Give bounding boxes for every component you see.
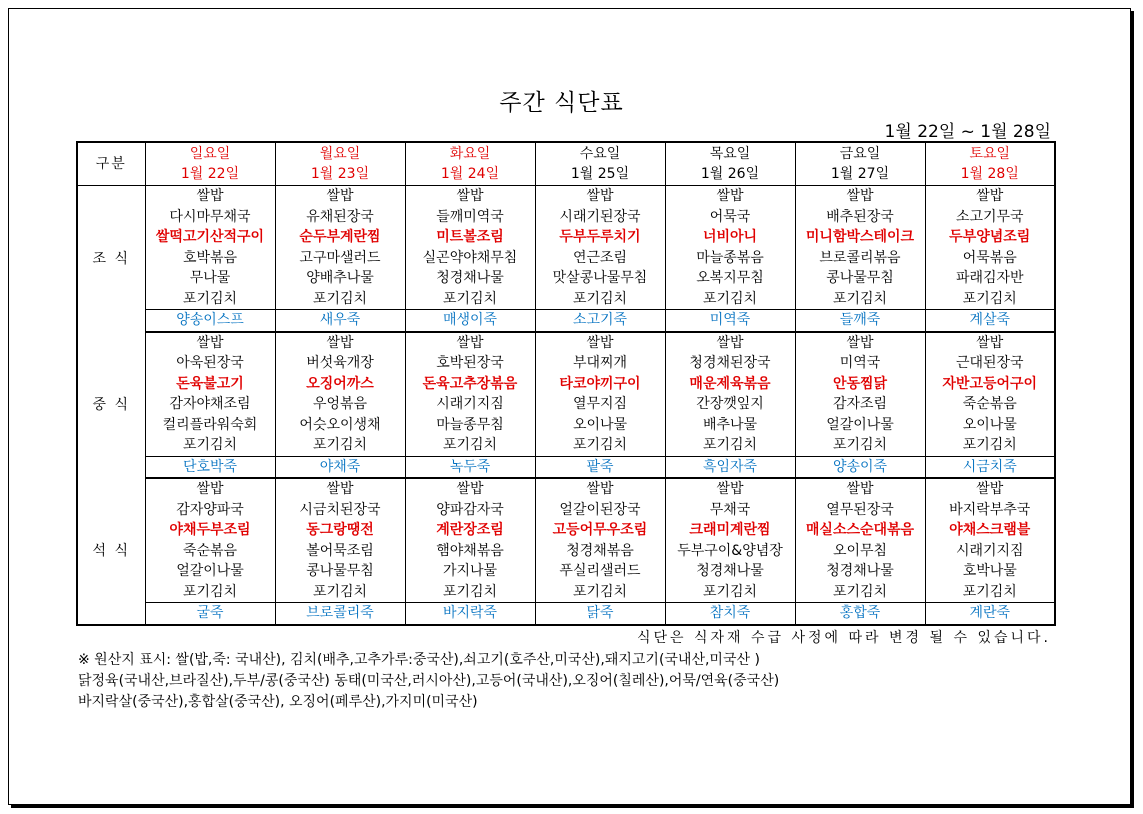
menu-item: 청경채나물 xyxy=(405,268,535,289)
menu-item: 미트볼조림 xyxy=(405,227,535,248)
menu-item: 포기김치 xyxy=(405,582,535,603)
origin-info xyxy=(78,650,779,713)
meal-row xyxy=(77,289,1055,310)
header-label: 구분 xyxy=(77,142,145,186)
menu-item: 햄야채볶음 xyxy=(405,541,535,562)
menu-item: 포기김치 xyxy=(535,289,665,310)
header-day-fri xyxy=(795,142,925,186)
meal-row xyxy=(77,207,1055,228)
menu-item: 감자조림 xyxy=(795,394,925,415)
menu-item: 맛살콩나물무침 xyxy=(535,268,665,289)
menu-item: 근대된장국 xyxy=(925,353,1055,374)
porridge-item: 계살죽 xyxy=(925,310,1055,332)
origin-line: ※ 원산지 표시: 쌀(밥,죽: 국내산), 김치(배추,고추가루:중국산),쇠고기(호주산,미국산),돼지고기(국내산,미국산 ) xyxy=(78,652,760,668)
menu-item: 볼어묵조림 xyxy=(275,541,405,562)
menu-item: 쌀밥 xyxy=(925,332,1055,354)
menu-item: 콩나물무침 xyxy=(275,561,405,582)
menu-item: 어묵볶음 xyxy=(925,248,1055,269)
meal-row xyxy=(77,374,1055,395)
menu-item: 배추된장국 xyxy=(795,207,925,228)
menu-item: 얼갈이된장국 xyxy=(535,500,665,521)
menu-item: 매실소스순대볶음 xyxy=(795,520,925,541)
meal-row xyxy=(77,415,1055,436)
day-name: 목요일 xyxy=(709,146,751,162)
porridge-item: 녹두죽 xyxy=(405,456,535,478)
porridge-item: 들깨죽 xyxy=(795,310,925,332)
menu-item: 바지락부추국 xyxy=(925,500,1055,521)
header-day-sun xyxy=(145,142,275,186)
menu-item: 실곤약야채무침 xyxy=(405,248,535,269)
meal-label: 중 식 xyxy=(77,332,145,479)
menu-item: 간장깻잎지 xyxy=(665,394,795,415)
menu-item: 쌀밥 xyxy=(665,478,795,500)
menu-item: 포기김치 xyxy=(145,435,275,456)
menu-item: 무채국 xyxy=(665,500,795,521)
menu-item: 포기김치 xyxy=(795,582,925,603)
menu-item: 순두부계란찜 xyxy=(275,227,405,248)
menu-item: 포기김치 xyxy=(925,289,1055,310)
menu-item: 포기김치 xyxy=(795,289,925,310)
meal-row xyxy=(77,332,1055,354)
meal-row xyxy=(77,582,1055,603)
porridge-item: 팥죽 xyxy=(535,456,665,478)
menu-item: 돈육고추장볶음 xyxy=(405,374,535,395)
menu-item: 동그랑땡전 xyxy=(275,520,405,541)
menu-item: 포기김치 xyxy=(535,582,665,603)
porridge-item: 양송이죽 xyxy=(795,456,925,478)
menu-item: 컬리플라워숙회 xyxy=(145,415,275,436)
day-date: 1월 26일 xyxy=(700,166,760,182)
menu-item: 어묵국 xyxy=(665,207,795,228)
menu-item: 브로콜리볶음 xyxy=(795,248,925,269)
menu-item: 자반고등어구이 xyxy=(925,374,1055,395)
menu-item: 호박된장국 xyxy=(405,353,535,374)
menu-item: 시래기지짐 xyxy=(925,541,1055,562)
menu-item: 쌀밥 xyxy=(795,332,925,354)
menu-item: 시래기된장국 xyxy=(535,207,665,228)
menu-item: 포기김치 xyxy=(275,582,405,603)
menu-item: 쌀밥 xyxy=(145,186,275,207)
menu-item: 쌀밥 xyxy=(665,332,795,354)
porridge-row xyxy=(77,603,1055,625)
menu-item: 쌀밥 xyxy=(405,186,535,207)
menu-item: 푸실리샐러드 xyxy=(535,561,665,582)
menu-item: 얼갈이나물 xyxy=(795,415,925,436)
menu-item: 매운제육볶음 xyxy=(665,374,795,395)
menu-item: 호박볶음 xyxy=(145,248,275,269)
menu-item: 유채된장국 xyxy=(275,207,405,228)
header-day-tue xyxy=(405,142,535,186)
menu-item: 쌀밥 xyxy=(535,478,665,500)
menu-item: 죽순볶음 xyxy=(145,541,275,562)
meal-label: 조 식 xyxy=(77,186,145,332)
menu-item: 쌀밥 xyxy=(405,332,535,354)
menu-item: 무나물 xyxy=(145,268,275,289)
menu-item: 마늘종볶음 xyxy=(665,248,795,269)
date-range: 1월 22일 ~ 1월 28일 xyxy=(884,122,1051,142)
menu-item: 포기김치 xyxy=(145,289,275,310)
day-date: 1월 22일 xyxy=(180,166,240,182)
porridge-item: 미역죽 xyxy=(665,310,795,332)
day-name: 월요일 xyxy=(319,146,361,162)
menu-item: 오복지무침 xyxy=(665,268,795,289)
menu-item: 쌀밥 xyxy=(795,478,925,500)
menu-item: 포기김치 xyxy=(665,289,795,310)
menu-item: 쌀밥 xyxy=(665,186,795,207)
porridge-item: 브로콜리죽 xyxy=(275,603,405,625)
menu-item: 어슷오이생채 xyxy=(275,415,405,436)
meal-row xyxy=(77,478,1055,500)
menu-item: 쌀밥 xyxy=(145,478,275,500)
menu-item: 청경채볶음 xyxy=(535,541,665,562)
porridge-row xyxy=(77,310,1055,332)
menu-item: 청경채된장국 xyxy=(665,353,795,374)
porridge-item: 양송이스프 xyxy=(145,310,275,332)
menu-item: 죽순볶음 xyxy=(925,394,1055,415)
menu-item: 쌀밥 xyxy=(275,186,405,207)
porridge-item: 바지락죽 xyxy=(405,603,535,625)
menu-item: 쌀밥 xyxy=(925,478,1055,500)
menu-item: 포기김치 xyxy=(275,289,405,310)
menu-item: 부대찌개 xyxy=(535,353,665,374)
menu-item: 양배추나물 xyxy=(275,268,405,289)
menu-item: 열무된장국 xyxy=(795,500,925,521)
menu-item: 포기김치 xyxy=(925,582,1055,603)
menu-item: 너비아니 xyxy=(665,227,795,248)
porridge-item: 계란죽 xyxy=(925,603,1055,625)
menu-item: 야채두부조림 xyxy=(145,520,275,541)
porridge-item: 홍합죽 xyxy=(795,603,925,625)
meal-label: 석 식 xyxy=(77,478,145,625)
menu-item: 청경채나물 xyxy=(795,561,925,582)
porridge-item: 새우죽 xyxy=(275,310,405,332)
menu-item: 크래미계란찜 xyxy=(665,520,795,541)
menu-item: 포기김치 xyxy=(275,435,405,456)
day-name: 일요일 xyxy=(189,146,231,162)
page-title: 주간 식단표 xyxy=(499,90,624,116)
meal-row xyxy=(77,227,1055,248)
menu-item: 포기김치 xyxy=(145,582,275,603)
menu-item: 파래김자반 xyxy=(925,268,1055,289)
porridge-item: 시금치죽 xyxy=(925,456,1055,478)
menu-item: 포기김치 xyxy=(665,582,795,603)
menu-table xyxy=(76,141,1056,626)
menu-item: 포기김치 xyxy=(665,435,795,456)
day-name: 수요일 xyxy=(579,146,621,162)
menu-item: 가지나물 xyxy=(405,561,535,582)
menu-item: 두부구이&양념장 xyxy=(665,541,795,562)
menu-item: 쌀밥 xyxy=(925,186,1055,207)
menu-item: 연근조림 xyxy=(535,248,665,269)
menu-item: 쌀밥 xyxy=(405,478,535,500)
menu-item: 아욱된장국 xyxy=(145,353,275,374)
meal-row xyxy=(77,520,1055,541)
day-name: 화요일 xyxy=(449,146,491,162)
menu-item: 오이나물 xyxy=(535,415,665,436)
meal-row xyxy=(77,353,1055,374)
meal-row xyxy=(77,394,1055,415)
menu-item: 다시마무채국 xyxy=(145,207,275,228)
menu-item: 안동찜닭 xyxy=(795,374,925,395)
meal-row xyxy=(77,248,1055,269)
menu-item: 쌀밥 xyxy=(795,186,925,207)
meal-row xyxy=(77,500,1055,521)
menu-item: 우엉볶음 xyxy=(275,394,405,415)
menu-item: 양파감자국 xyxy=(405,500,535,521)
porridge-item: 매생이죽 xyxy=(405,310,535,332)
menu-item: 쌀밥 xyxy=(145,332,275,354)
day-date: 1월 25일 xyxy=(570,166,630,182)
day-date: 1월 24일 xyxy=(440,166,500,182)
menu-item: 마늘종무침 xyxy=(405,415,535,436)
header-row xyxy=(77,142,1055,186)
menu-item: 시래기지짐 xyxy=(405,394,535,415)
porridge-item: 소고기죽 xyxy=(535,310,665,332)
menu-item: 청경채나물 xyxy=(665,561,795,582)
menu-item: 미니함박스테이크 xyxy=(795,227,925,248)
menu-item: 두부양념조림 xyxy=(925,227,1055,248)
header-day-wed xyxy=(535,142,665,186)
day-name: 토요일 xyxy=(969,146,1011,162)
porridge-item: 야채죽 xyxy=(275,456,405,478)
day-date: 1월 28일 xyxy=(960,166,1019,182)
menu-item: 오이나물 xyxy=(925,415,1055,436)
menu-item: 감자양파국 xyxy=(145,500,275,521)
origin-line: 닭정육(국내산,브라질산),두부/콩(중국산) 동태(미국산,러시아산),고등어(국내산),오징어(칠레산),어묵/연육(중국산) xyxy=(78,673,780,689)
menu-item: 얼갈이나물 xyxy=(145,561,275,582)
porridge-item: 닭죽 xyxy=(535,603,665,625)
menu-item: 버섯육개장 xyxy=(275,353,405,374)
meal-row xyxy=(77,186,1055,207)
day-date: 1월 23일 xyxy=(310,166,370,182)
meal-row xyxy=(77,435,1055,456)
menu-item: 소고기무국 xyxy=(925,207,1055,228)
menu-item: 쌀밥 xyxy=(275,478,405,500)
menu-item: 계란장조림 xyxy=(405,520,535,541)
menu-item: 포기김치 xyxy=(535,435,665,456)
menu-item: 시금치된장국 xyxy=(275,500,405,521)
day-date: 1월 27일 xyxy=(830,166,890,182)
menu-item: 오이무침 xyxy=(795,541,925,562)
menu-item: 포기김치 xyxy=(925,435,1055,456)
menu-item: 고구마샐러드 xyxy=(275,248,405,269)
meal-row xyxy=(77,541,1055,562)
menu-item: 쌀밥 xyxy=(275,332,405,354)
header-day-mon xyxy=(275,142,405,186)
menu-item: 포기김치 xyxy=(405,435,535,456)
meal-row xyxy=(77,268,1055,289)
menu-item: 쌀떡고기산적구이 xyxy=(145,227,275,248)
menu-item: 오징어까스 xyxy=(275,374,405,395)
menu-item: 감자야채조림 xyxy=(145,394,275,415)
menu-item: 콩나물무침 xyxy=(795,268,925,289)
porridge-item: 단호박죽 xyxy=(145,456,275,478)
menu-item: 쌀밥 xyxy=(535,186,665,207)
menu-item: 타코야끼구이 xyxy=(535,374,665,395)
menu-item: 쌀밥 xyxy=(535,332,665,354)
porridge-item: 굴죽 xyxy=(145,603,275,625)
menu-item: 야채스크램블 xyxy=(925,520,1055,541)
menu-item: 고등어무우조림 xyxy=(535,520,665,541)
meal-row xyxy=(77,561,1055,582)
menu-item: 포기김치 xyxy=(405,289,535,310)
header-day-sat xyxy=(925,142,1055,186)
menu-item: 배추나물 xyxy=(665,415,795,436)
porridge-row xyxy=(77,456,1055,478)
origin-line: 바지락살(중국산),홍합살(중국산), 오징어(페루산),가지미(미국산) xyxy=(78,694,478,710)
header-day-thu xyxy=(665,142,795,186)
porridge-item: 흑임자죽 xyxy=(665,456,795,478)
menu-item: 돈육불고기 xyxy=(145,374,275,395)
menu-item: 호박나물 xyxy=(925,561,1055,582)
day-name: 금요일 xyxy=(839,146,881,162)
menu-item: 미역국 xyxy=(795,353,925,374)
porridge-item: 참치죽 xyxy=(665,603,795,625)
menu-item: 포기김치 xyxy=(795,435,925,456)
menu-item: 두부두루치기 xyxy=(535,227,665,248)
menu-item: 들깨미역국 xyxy=(405,207,535,228)
menu-item: 열무지짐 xyxy=(535,394,665,415)
notice-text: 식단은 식자재 수급 사정에 따라 변경 될 수 있습니다. xyxy=(636,630,1051,646)
